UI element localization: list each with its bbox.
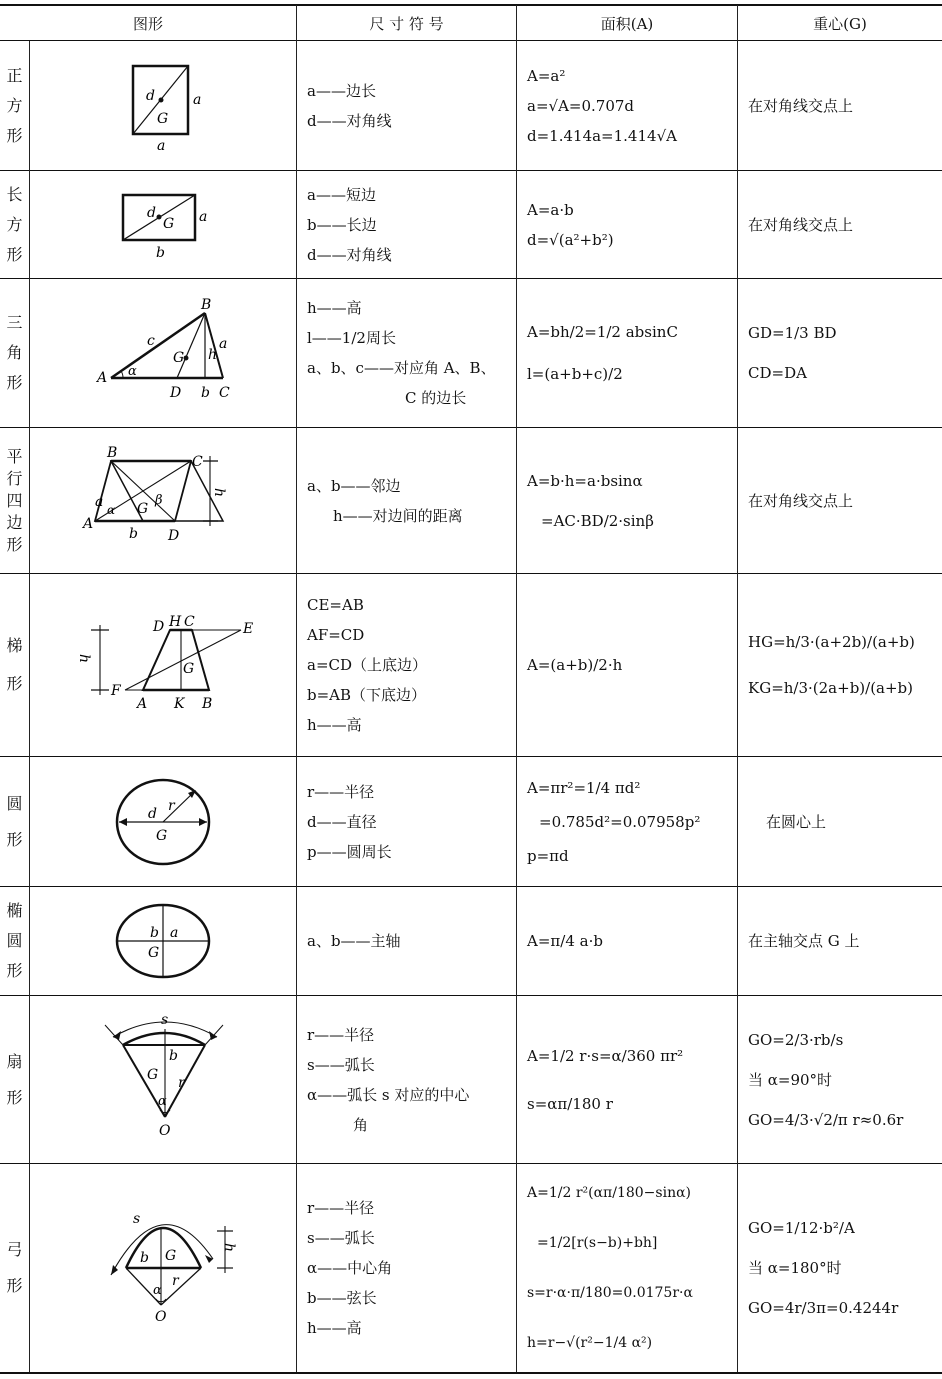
symbols-parallelogram: [297, 428, 516, 573]
area-formula: A=πr²=1/4 πd²: [527, 778, 641, 797]
svg-text:b: b: [129, 525, 138, 542]
centroid-formula: GO=1/12·b²/A: [748, 1219, 855, 1237]
row-label-char: 方: [6, 214, 23, 234]
area-formula: d=√(a²+b²): [527, 230, 614, 249]
sector-diagram: [83, 1015, 243, 1145]
figure-segment: [30, 1164, 296, 1372]
row-label-char: 圆: [6, 931, 23, 950]
svg-text:G: G: [156, 827, 168, 844]
row-label-char: 梯: [6, 636, 23, 655]
area-formula: d=1.414a=1.414√A: [527, 126, 677, 145]
row-label-sector: [0, 996, 29, 1163]
row-label-char: 方: [6, 95, 23, 115]
row-label-char: 平: [6, 446, 23, 466]
svg-text:O: O: [159, 1122, 171, 1139]
table-bottom-rule: [0, 1372, 942, 1374]
row-label-triangle: [0, 279, 29, 427]
ellipse-diagram: [108, 901, 218, 981]
svg-text:s: s: [161, 1014, 169, 1028]
svg-text:b: b: [150, 925, 159, 941]
symbol-line: CE=AB: [307, 596, 364, 614]
svg-text:A: A: [137, 696, 148, 712]
svg-text:a: a: [219, 336, 228, 352]
area-formula: A=b·h=a·bsinα: [527, 471, 643, 490]
svg-text:A: A: [97, 370, 108, 386]
symbol-line: AF=CD: [307, 626, 365, 644]
symbol-line: d——对角线: [307, 111, 392, 130]
svg-text:d: d: [147, 204, 156, 221]
symbol-line: b——长边: [307, 215, 377, 234]
svg-text:d: d: [146, 87, 155, 104]
svg-text:c: c: [147, 333, 155, 349]
svg-text:D: D: [168, 527, 180, 544]
centroid-triangle: [738, 279, 942, 427]
symbols-square: [297, 41, 516, 170]
row-label-char: 扇: [6, 1051, 23, 1071]
header-area: [517, 6, 737, 40]
header-figure: [0, 6, 296, 40]
centroid-text: 在对角线交点上: [748, 96, 854, 115]
row-label-char: 四: [6, 490, 23, 510]
symbol-line: a、b、c——对应角 A、B、: [307, 359, 496, 377]
centroid-circle: [738, 757, 942, 886]
symbol-line: p——圆周长: [307, 842, 392, 861]
row-label-char: 椭: [6, 901, 23, 920]
row-label-circle: [0, 757, 29, 886]
figure-trapezoid: [30, 574, 296, 756]
svg-text:D: D: [170, 385, 182, 401]
centroid-formula: GO=4r/3π=0.4244r: [748, 1299, 899, 1317]
figure-triangle: [30, 279, 296, 427]
area-formula: s=απ/180 r: [527, 1094, 613, 1113]
row-label-trapezoid: [0, 574, 29, 756]
svg-text:r: r: [178, 1074, 185, 1091]
header-centroid: [738, 6, 942, 40]
row-label-square: [0, 41, 29, 170]
svg-text:b: b: [169, 1047, 178, 1064]
svg-text:E: E: [243, 621, 254, 637]
svg-text:b: b: [140, 1250, 149, 1266]
symbol-line: a=CD（上底边）: [307, 656, 428, 674]
area-formula: =0.785d²=0.07958p²: [539, 812, 701, 831]
svg-text:G: G: [183, 661, 195, 677]
centroid-square: [738, 41, 942, 170]
svg-text:a: a: [193, 91, 202, 108]
symbol-line: s——弧长: [307, 1055, 375, 1074]
parallelogram-diagram: [73, 446, 253, 556]
area-rectangle: [517, 171, 737, 278]
svg-text:O: O: [155, 1309, 167, 1325]
symbol-line: a、b——主轴: [307, 932, 401, 950]
svg-text:d: d: [148, 805, 157, 822]
svg-text:C: C: [184, 614, 195, 630]
row-label-char: 形: [6, 534, 23, 554]
symbol-line: r——半径: [307, 782, 375, 801]
header-symbols-label: 尺 寸 符 号: [369, 14, 444, 33]
symbol-line: a——边长: [307, 81, 376, 100]
area-formula: h=r−√(r²−1/4 α²): [527, 1335, 653, 1351]
svg-text:C: C: [192, 453, 203, 470]
centroid-formula: GO=4/3·√2/π r≈0.6r: [748, 1110, 904, 1129]
centroid-sector: [738, 996, 942, 1163]
area-parallelogram: [517, 428, 737, 573]
row-label-char: 形: [6, 373, 23, 392]
centroid-text: 在圆心上: [766, 812, 827, 831]
row-label-char: 形: [6, 1087, 23, 1107]
area-circle: [517, 757, 737, 886]
svg-text:a: a: [170, 925, 179, 941]
area-formula: l=(a+b+c)/2: [527, 365, 623, 383]
symbol-line: h——高: [307, 1319, 362, 1337]
svg-text:G: G: [165, 1248, 177, 1264]
symbols-sector: [297, 996, 516, 1163]
svg-text:h: h: [221, 1243, 237, 1253]
area-formula: =1/2[r(s−b)+bh]: [537, 1235, 658, 1251]
area-formula: A=bh/2=1/2 absinC: [527, 323, 678, 341]
symbol-line: b——弦长: [307, 1289, 377, 1307]
centroid-text: 在主轴交点 G 上: [748, 932, 860, 950]
svg-text:C: C: [219, 385, 230, 401]
symbols-segment: [297, 1164, 516, 1372]
symbol-line: C 的边长: [405, 389, 467, 407]
svg-text:b: b: [201, 385, 210, 401]
area-formula: A=(a+b)/2·h: [527, 656, 623, 674]
centroid-ellipse: [738, 887, 942, 995]
area-segment: [517, 1164, 737, 1372]
centroid-formula: CD=DA: [748, 364, 807, 382]
svg-text:h: h: [76, 654, 92, 664]
row-label-char: 形: [6, 674, 23, 693]
row-label-rectangle: [0, 171, 29, 278]
svg-text:G: G: [147, 1066, 159, 1083]
symbols-triangle: [297, 279, 516, 427]
svg-text:α: α: [153, 1283, 162, 1298]
row-label-char: 正: [6, 65, 23, 85]
centroid-formula: KG=h/3·(2a+b)/(a+b): [748, 679, 914, 697]
area-sector: [517, 996, 737, 1163]
figure-rectangle: [30, 171, 296, 278]
svg-text:α: α: [107, 502, 116, 517]
centroid-segment: [738, 1164, 942, 1372]
square-diagram: [103, 56, 223, 156]
svg-text:K: K: [174, 696, 185, 712]
row-label-char: 角: [6, 343, 23, 362]
svg-text:α: α: [128, 364, 137, 379]
svg-text:β: β: [155, 492, 163, 508]
svg-text:r: r: [172, 1273, 179, 1289]
area-formula: A=1/2 r·s=α/360 πr²: [527, 1046, 684, 1065]
figure-parallelogram: [30, 428, 296, 573]
svg-text:h: h: [211, 487, 227, 497]
centroid-formula: HG=h/3·(a+2b)/(a+b): [748, 633, 915, 651]
svg-text:r: r: [168, 797, 175, 814]
area-ellipse: [517, 887, 737, 995]
centroid-formula: GO=2/3·rb/s: [748, 1030, 844, 1049]
figure-sector: [30, 996, 296, 1163]
svg-text:G: G: [173, 350, 185, 366]
row-label-parallelogram: [0, 428, 29, 573]
figure-circle: [30, 757, 296, 886]
figure-ellipse: [30, 887, 296, 995]
symbol-line: s——弧长: [307, 1229, 375, 1247]
svg-text:B: B: [201, 297, 212, 313]
row-label-char: 弓: [6, 1240, 23, 1259]
row-label-char: 形: [6, 244, 23, 264]
area-square: [517, 41, 737, 170]
row-label-char: 长: [6, 184, 23, 204]
row-label-char: 形: [6, 125, 23, 145]
symbol-line: b=AB（下底边）: [307, 686, 427, 704]
header-area-label: 面积(A): [600, 14, 654, 33]
row-label-char: 行: [6, 468, 23, 488]
area-triangle: [517, 279, 737, 427]
svg-text:a: a: [157, 137, 166, 154]
header-figure-label: 图形: [132, 14, 163, 33]
svg-text:A: A: [83, 515, 94, 532]
symbol-line: d——直径: [307, 812, 377, 831]
symbol-line: h——高: [307, 299, 362, 317]
area-formula: A=1/2 r²(απ/180−sinα): [527, 1185, 692, 1201]
symbols-rectangle: [297, 171, 516, 278]
svg-text:G: G: [148, 945, 160, 961]
svg-text:G: G: [137, 500, 149, 517]
centroid-condition: 当 α=90°时: [748, 1070, 833, 1089]
symbols-trapezoid: [297, 574, 516, 756]
svg-text:G: G: [157, 110, 169, 127]
area-formula: A=π/4 a·b: [527, 932, 603, 950]
centroid-parallelogram: [738, 428, 942, 573]
row-label-ellipse: [0, 887, 29, 995]
symbol-line: α——弧长 s 对应的中心: [307, 1085, 470, 1104]
svg-text:F: F: [111, 683, 121, 699]
symbol-line: d——对角线: [307, 245, 392, 264]
centroid-rectangle: [738, 171, 942, 278]
symbols-circle: [297, 757, 516, 886]
symbol-line: 角: [353, 1115, 369, 1134]
symbol-line: r——半径: [307, 1199, 375, 1217]
symbol-line: r——半径: [307, 1025, 375, 1044]
svg-text:h: h: [208, 347, 218, 363]
svg-text:D: D: [153, 619, 165, 635]
symbol-line: α——中心角: [307, 1259, 393, 1277]
svg-text:a: a: [95, 493, 104, 510]
triangle-diagram: [73, 293, 253, 413]
area-formula: =AC·BD/2·sinβ: [541, 511, 654, 530]
segment-diagram: [73, 1203, 253, 1333]
centroid-condition: 当 α=180°时: [748, 1259, 842, 1277]
svg-text:b: b: [156, 244, 165, 261]
symbols-ellipse: [297, 887, 516, 995]
row-label-char: 形: [6, 829, 23, 849]
symbol-line: l——1/2周长: [307, 329, 396, 347]
svg-text:α: α: [158, 1093, 167, 1109]
figure-square: [30, 41, 296, 170]
svg-text:B: B: [107, 445, 118, 461]
row-label-segment: [0, 1164, 29, 1372]
row-label-char: 圆: [6, 793, 23, 813]
header-centroid-label: 重心(G): [813, 14, 867, 33]
area-trapezoid: [517, 574, 737, 756]
area-formula: a=√A=0.707d: [527, 96, 635, 115]
centroid-formula: GD=1/3 BD: [748, 324, 837, 342]
row-label-char: 形: [6, 1276, 23, 1295]
area-formula: A=a·b: [527, 200, 574, 219]
symbol-line: h——对边间的距离: [333, 506, 463, 525]
symbol-line: a——短边: [307, 185, 376, 204]
rectangle-diagram: [98, 185, 228, 265]
centroid-trapezoid: [738, 574, 942, 756]
symbol-line: a、b——邻边: [307, 476, 401, 495]
svg-text:H: H: [169, 614, 182, 630]
svg-text:B: B: [202, 696, 213, 712]
symbol-line: h——高: [307, 716, 362, 734]
area-formula: s=r·α·π/180=0.0175r·α: [527, 1285, 693, 1301]
trapezoid-diagram: [63, 605, 263, 725]
svg-text:G: G: [163, 215, 175, 232]
svg-text:a: a: [199, 208, 208, 225]
svg-text:s: s: [133, 1211, 141, 1227]
area-formula: p=πd: [527, 846, 569, 865]
row-label-char: 边: [6, 512, 23, 532]
circle-diagram: [108, 772, 218, 872]
row-label-char: 三: [6, 313, 23, 332]
area-formula: A=a²: [527, 66, 566, 85]
header-symbols: [297, 6, 516, 40]
centroid-text: 在对角线交点上: [748, 215, 854, 234]
centroid-text: 在对角线交点上: [748, 491, 854, 510]
row-label-char: 形: [6, 961, 23, 980]
